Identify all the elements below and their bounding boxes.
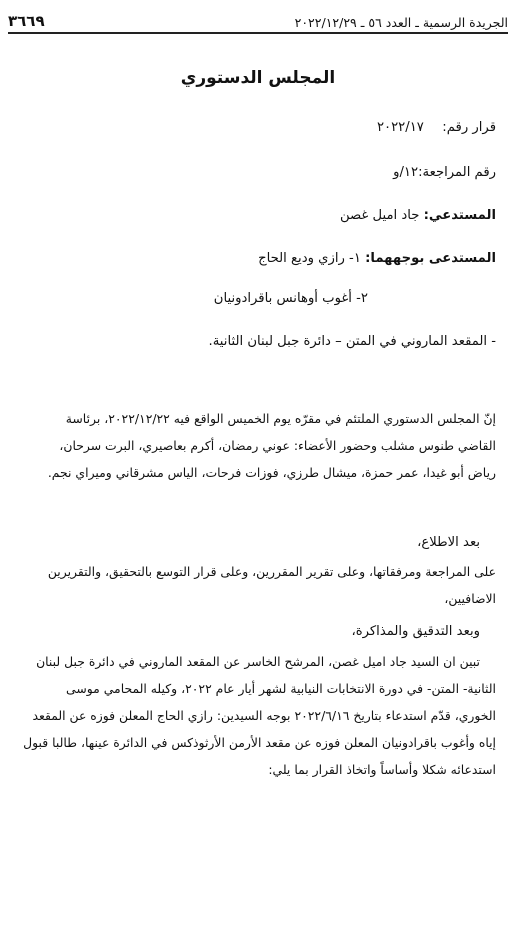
decision-number	[20, 120, 496, 135]
paragraph-line: القاضي طنوس مشلب وحضور الأعضاء: عوني رمضان، أكرم بعاصيري، البرت سرحان،	[59, 438, 496, 453]
paragraph-line: إنّ المجلس الدستوري الملتئم في مقرّه يوم الخميس الواقع فيه ٢٠٢٢/١٢/٢٢، برئاسة	[65, 411, 496, 426]
page-number: ٣٦٦٩	[8, 12, 45, 30]
paragraph-line: استدعائه شكلا وأساساً واتخاذ القرار بما يلي:	[268, 762, 496, 777]
decision-label: قرار رقم:	[442, 120, 496, 135]
paragraph-line: على المراجعة ومرفقاتها، وعلى تقرير المقررين، وعلى قرار التوسع بالتحقيق، والتقريرين	[47, 564, 496, 579]
council-paragraph	[20, 405, 496, 486]
paragraph-line: تبين ان السيد جاد اميل غصن، المرشح الخاسر عن المقعد الماروني في دائرة جبل لبنان	[36, 654, 480, 669]
paragraph-line: الاضافيين،	[444, 591, 496, 606]
paragraph-line: الخوري، قدّم استدعاء بتاريخ ٢٠٢٢/٦/١٦ بوجه السيدين: رازي الحاج المعلن فوزه عن المقعد	[32, 708, 496, 723]
facts-paragraph	[20, 648, 496, 783]
page-header	[8, 6, 508, 30]
respondent-second: ٢- أغوب أوهانس باقرادونيان	[213, 291, 368, 306]
applicant-label: المستدعي:	[423, 208, 496, 223]
document-title: المجلس الدستوري	[180, 68, 336, 88]
after-review-heading: بعد الاطلاع،	[417, 535, 480, 550]
paragraph-line: إياه وأغوب باقرادونيان المعلن فوزه عن مقعد الأرمن الأرثوذكس في الدائرة عينها، طالبا قبول	[23, 735, 496, 750]
applicant-line	[20, 208, 496, 223]
decision-value: ٢٠٢٢/١٧	[376, 120, 424, 135]
review-paragraph	[20, 558, 496, 612]
gazette-issue-line: الجريدة الرسمية ـ العدد ٥٦ ـ ٢٠٢٢/١٢/٢٩	[294, 15, 508, 30]
seat-line: - المقعد الماروني في المتن – دائرة جبل لبنان الثانية.	[208, 334, 496, 349]
after-deliberation-heading: وبعد التدقيق والمذاكرة،	[351, 624, 480, 639]
paragraph-line: الثانية- المتن- في دورة الانتخابات النيابية لشهر أيار عام ٢٠٢٢، وكيله المحامي موسى	[66, 681, 496, 696]
respondent-first: ١- رازي وديع الحاج	[258, 251, 361, 266]
reference-number: رقم المراجعة:١٢/و	[393, 165, 496, 180]
paragraph-line: رياض أبو غيدا، عمر حمزة، ميشال طرزي، فوزات فرحات، الياس مشرقاني وميراي نجم.	[47, 465, 496, 480]
applicant-name: جاد اميل غصن	[339, 208, 420, 223]
respondents-label: المستدعى بوجههما:	[365, 251, 496, 266]
header-divider	[8, 32, 508, 34]
respondents-line	[20, 251, 496, 266]
